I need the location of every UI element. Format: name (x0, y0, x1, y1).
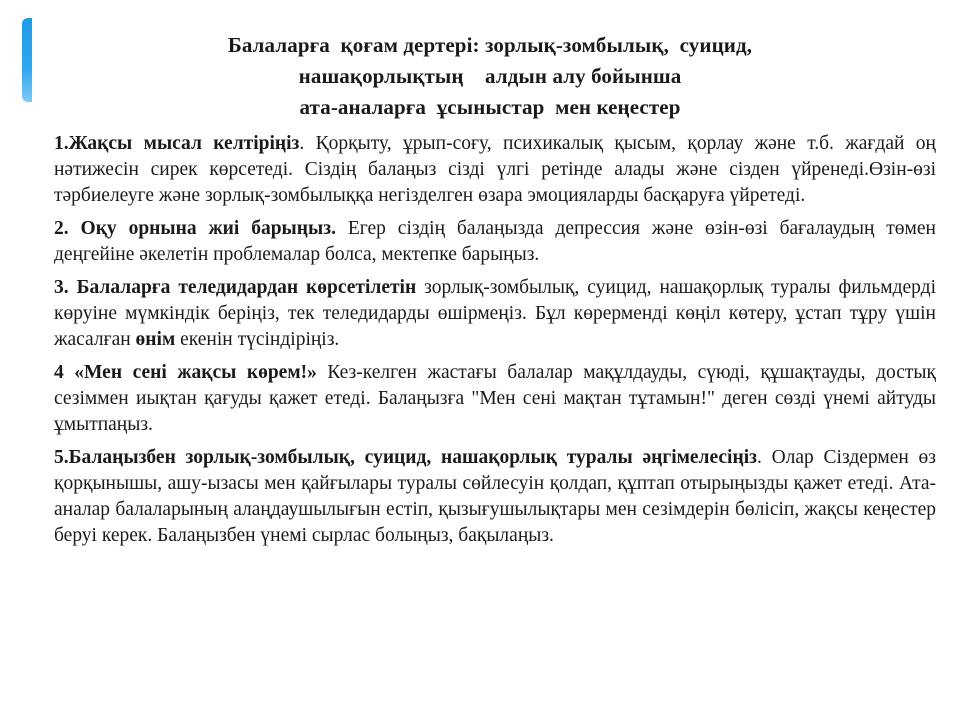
paragraph-1 (54, 131, 936, 209)
paragraph-2-heading: 2. Оқу орнына жиі барыңыз. (54, 218, 336, 239)
paragraph-3-heading: 3. Балаларға теледидардан көрсетілетін (54, 277, 417, 298)
slide-content (54, 131, 936, 549)
title-line-2: нашақорлықтың алдын алу бойынша (298, 64, 682, 88)
paragraph-2-text: Егер сіздің балаңызда депрессия және өзін-өзі бағалаудың төмен деңгейіне әкелетін проблемалар болса, мектепке барыңыз. (54, 218, 936, 265)
paragraph-5 (54, 445, 936, 549)
paragraph-3-text-end: екенін түсіндіріңіз. (175, 329, 340, 350)
paragraph-5-heading: 5.Балаңызбен зорлық-зомбылық, суицид, нашақорлық туралы әңгімелесіңіз (54, 447, 757, 468)
paragraph-1-heading: 1.Жақсы мысал келтіріңіз (54, 133, 300, 154)
paragraph-3-emphasis: өнім (135, 329, 176, 350)
accent-bar (22, 18, 32, 102)
paragraph-2 (54, 216, 936, 268)
paragraph-3 (54, 275, 936, 353)
title-line-1: Балаларға қоғам дертері: зорлық-зомбылық, суицид, (227, 33, 753, 57)
paragraph-4-text: Кез-келген жастағы балалар мақұлдауды, сүюді, құшақтауды, достық сезіммен иықтан қағуды қажет етеді. Балаңызға "Мен сені мақтан тұтамын!" деген сөзді үнемі айтуды ұмытпаңыз. (54, 362, 936, 435)
title-line-3: ата-аналарға ұсыныстар мен кеңестер (299, 95, 681, 119)
paragraph-4 (54, 360, 936, 438)
paragraph-5-text: . Олар Сіздермен өз қорқынышы, ашу-ызасы мен қайғылары туралы сөйлесуін қолдап, құптап отырыңызды қажет етеді. Ата-аналар балаларының алаңдаушылығын естіп, қызығушылықтары мен сезімдерін бөлісіп, жақсы кеңестер беруі керек. Балаңызбен үнемі сырлас болыңыз, бақылаңыз. (54, 447, 936, 546)
paragraph-4-heading: 4 «Мен сені жақсы көрем!» (54, 362, 317, 383)
slide-title (130, 30, 850, 123)
paragraph-1-text: . Қорқыту, ұрып-соғу, психикалық қысым, қорлау және т.б. жағдай оң нәтижесін сирек көрсетеді. Сіздің балаңыз сізді үлгі ретінде алады және сізден үйренеді.Өзін-өзі тәрбиелеуге және зорлық-зомбылыққа негізделген өзара эмоцияларды басқаруға үйретеді. (54, 133, 936, 206)
paragraph-3-text: зорлық-зомбылық, суицид, нашақорлық туралы фильмдерді көруіне мүмкіндік беріңіз, тек теледидарды өшірмеңіз. Бұл көрерменді көңіл көтеру, ұстап тұру үшін жасалған (54, 277, 936, 350)
